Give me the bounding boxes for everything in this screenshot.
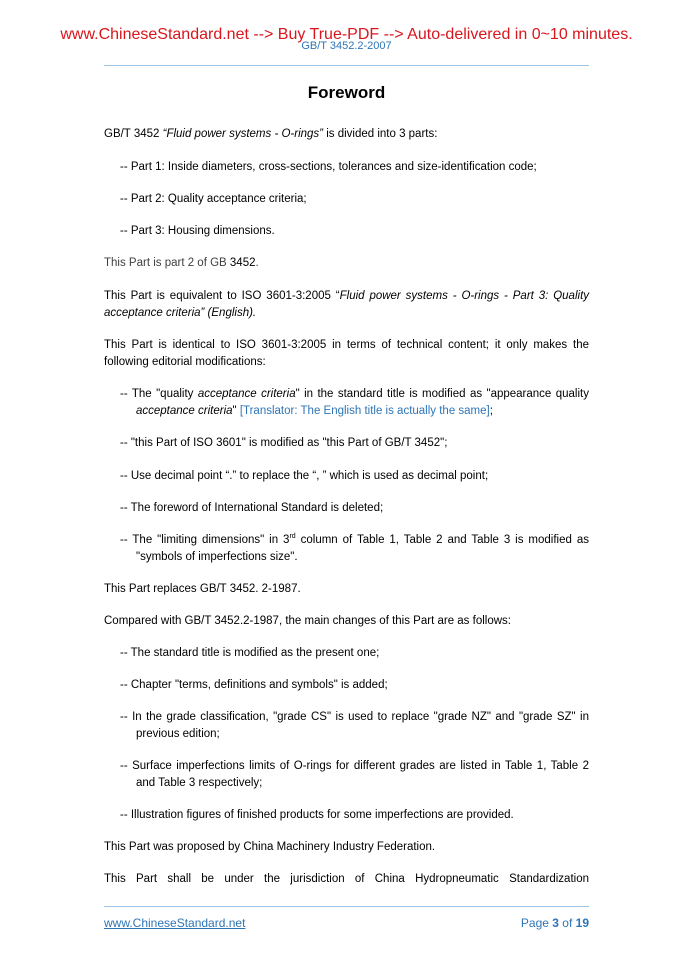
page-title: Foreword [307, 83, 386, 102]
paragraph-proposed: This Part was proposed by China Machinery Industry Federation. [104, 841, 436, 853]
page-indicator [521, 916, 589, 930]
page-number: 3 [552, 916, 559, 930]
list-item-mod-3: -- Use decimal point “.” to replace the “, ” which is used as decimal point; [120, 470, 489, 482]
iso-title: Fluid power systems - O-rings - Part 3: Quality acceptance criteria” (English). [104, 290, 590, 319]
text: of [558, 916, 576, 930]
text: acceptance criteria [136, 405, 233, 417]
text: ; [489, 405, 493, 417]
text: " in the standard title is modified as "appearance quality [295, 388, 589, 400]
paragraph-jurisdiction: This Part shall be under the jurisdiction of China Hydropneumatic Standardization [104, 873, 589, 885]
list-item-change-4: -- Surface imperfections limits of O-rings for different grades are listed in Table 1, Table 2 and Table 3 respectively; [120, 760, 589, 789]
list-item-mod-5 [104, 532, 589, 566]
site-banner[interactable]: www.ChineseStandard.net --> Buy True-PDF --> Auto-delivered in 0~10 minutes. [60, 26, 633, 43]
list-item-change-5: -- Illustration figures of finished products for some imperfections are provided. [120, 809, 514, 821]
footer-site-link[interactable]: www.ChineseStandard.net [104, 916, 246, 930]
text: GB/T 3452 [104, 128, 163, 140]
list-item-mod-4: -- The foreword of International Standard is deleted; [120, 502, 384, 514]
list-item-change-1: -- The standard title is modified as the present one; [120, 647, 380, 659]
footer-divider [104, 906, 589, 907]
list-item-mod-1 [104, 386, 589, 420]
header-divider [104, 65, 589, 66]
list-item-change-3: -- In the grade classification, "grade CS" is used to replace "grade NZ" and "grade SZ" in previous edition; [120, 711, 589, 740]
page-total: 19 [575, 916, 589, 930]
superscript: rd [289, 533, 296, 541]
text: This Part is part 2 of GB [104, 257, 230, 269]
text: column of Table 1, Table 2 and Table 3 is modified as "symbols of imperfections size". [136, 534, 589, 563]
text: -- The "limiting dimensions" in 3 [120, 534, 290, 546]
text: This Part is equivalent to ISO 3601-3:2005 “ [104, 290, 340, 302]
document-code: GB/T 3452.2-2007 [301, 40, 392, 52]
list-item-mod-2: -- "this Part of ISO 3601" is modified as "this Part of GB/T 3452"; [120, 437, 448, 449]
paragraph-intro [104, 126, 589, 143]
paragraph-changes: Compared with GB/T 3452.2-1987, the main changes of this Part are as follows: [104, 615, 511, 627]
text: . [255, 257, 259, 269]
standard-title: “Fluid power systems - O-rings” [162, 128, 323, 140]
paragraph-modifications: This Part is identical to ISO 3601-3:2005 in terms of technical content; it only makes the following editorial modifications: [104, 339, 589, 368]
text: 3452 [229, 257, 256, 269]
text: -- The "quality [120, 388, 198, 400]
document-body [104, 126, 589, 888]
text: acceptance criteria [197, 388, 296, 400]
text: Page [520, 916, 553, 930]
paragraph-part-number [104, 255, 589, 272]
paragraph-replaces: This Part replaces GB/T 3452. 2-1987. [104, 583, 301, 595]
list-item-change-2: -- Chapter "terms, definitions and symbols" is added; [120, 679, 388, 691]
paragraph-equivalence [104, 288, 589, 322]
list-item-part-3: -- Part 3: Housing dimensions. [120, 225, 275, 237]
translator-note: [Translator: The English title is actually the same] [239, 405, 490, 417]
text: " [232, 405, 240, 417]
list-item-part-2: -- Part 2: Quality acceptance criteria; [120, 193, 307, 205]
text: is divided into 3 parts: [323, 128, 438, 140]
list-item-part-1: -- Part 1: Inside diameters, cross-sections, tolerances and size-identification code; [120, 161, 537, 173]
